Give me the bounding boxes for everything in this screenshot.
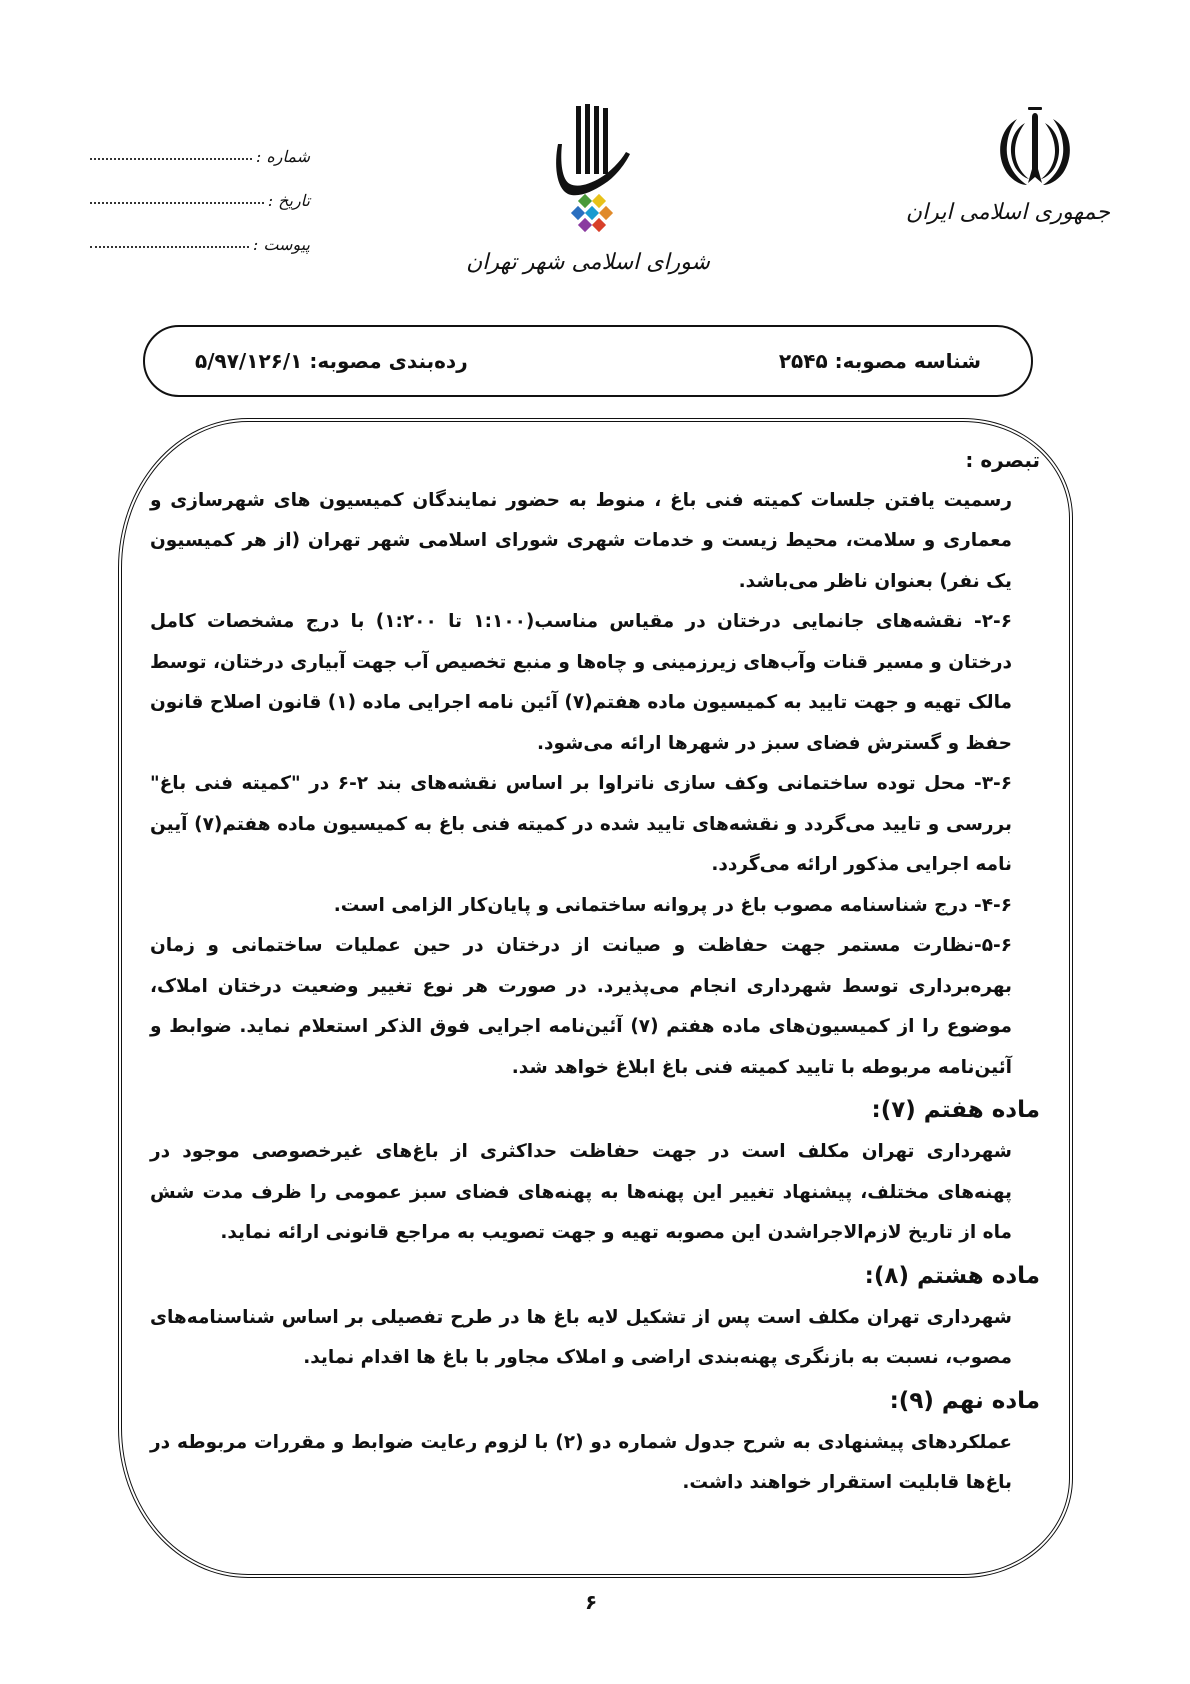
- meta-number-dots: [90, 158, 252, 160]
- logo-tile: [599, 206, 613, 220]
- note-title: تبصره :: [965, 448, 1040, 472]
- resolution-id: شناسه مصوبه: ۲۵۴۵: [778, 349, 981, 373]
- logo-tile: [571, 206, 585, 220]
- letter-meta-fields: [90, 122, 310, 254]
- clause-2-6: ۲-۶- نقشه‌های جانمایی درختان در مقیاس مناسب(۱:۱۰۰ تا ۱:۲۰۰) با درج مشخصات کامل درختان و مسیر قنات وآب‌های زیرزمینی و چاه‌ها و منبع تخصیص آب جهت آبیاری درختان، توسط مالک تهیه و جهت تایید به کمیسیون ماده هفتم(۷) آئین نامه اجرایی ماده (۱) قانون اصلاح قانون حفظ و گسترش فضای سبز در شهرها ارائه می‌شود.: [150, 611, 1013, 754]
- resolution-classification: رده‌بندی مصوبه: ۵/۹۷/۱۲۶/۱: [195, 349, 468, 373]
- note-text: رسمیت یافتن جلسات کمیته فنی باغ ، منوط به حضور نمایندگان کمیسیون های شهرسازی و معماری و سلامت، محیط زیست و خدمات شهری شورای اسلامی شهر تهران (از هر کمیسیون یک نفر) بعنوان ناظر می‌باشد.: [150, 489, 1012, 592]
- page-number: ۶: [585, 1590, 598, 1614]
- tehran-council-logo-icon: [548, 104, 638, 249]
- meta-date-row: [90, 166, 310, 210]
- logo-tile: [585, 206, 599, 220]
- republic-name: جمهوری اسلامی ایران: [905, 200, 1110, 225]
- clause-5-6: ۵-۶-نظارت مستمر جهت حفاظت و صیانت از درختان در حین عملیات ساختمانی و زمان بهره‌برداری توسط شهرداری انجام می‌پذیرد. در صورت هر نوع تغییر وضعیت درختان املاک، موضوع را از کمیسیون‌های ماده هفتم (۷) آئین‌نامه اجرایی فوق الذکر استعلام نماید. ضوابط و آئین‌نامه مربوطه با تایید کمیته فنی باغ ابلاغ خواهد شد.: [150, 935, 1012, 1078]
- article-7-text: شهرداری تهران مکلف است در جهت حفاظت حداکثری از باغ‌های غیرخصوصی موجود در پهنه‌های مختلف، پیشنهاد تغییر این پهنه‌ها به پهنه‌های فضای سبز عمومی را ظرف مدت شش ماه از تاریخ لازم‌الاجراشدن این مصوبه تهیه و جهت تصویب به مراجع قانونی ارائه نماید.: [150, 1141, 1012, 1243]
- logo-tile: [578, 218, 592, 232]
- logo-tile: [578, 194, 592, 208]
- document-body: [150, 440, 1040, 1504]
- article-8-title: ماده هشتم (۸):: [864, 1262, 1040, 1289]
- meta-number-row: [90, 122, 310, 166]
- logo-tile: [592, 218, 606, 232]
- meta-date-label: تاریخ :: [267, 191, 310, 210]
- meta-attachment-label: پیوست :: [252, 235, 310, 254]
- clause-4-6: ۴-۶- درج شناسنامه مصوب باغ در پروانه ساختمانی و پایان‌کار الزامی است.: [333, 894, 1012, 916]
- meta-attachment-dots: [90, 246, 249, 248]
- article-8-text: شهرداری تهران مکلف است پس از تشکیل لایه باغ ها در طرح تفصیلی بر اساس شناسنامه‌های مصوب، نسبت به بازنگری پهنه‌بندی اراضی و املاک مجاور با باغ ها اقدام نماید.: [150, 1306, 1012, 1368]
- meta-number-label: شماره :: [255, 147, 310, 166]
- council-name: شورای اسلامی شهر تهران: [466, 250, 710, 275]
- article-7-title: ماده هفتم (۷):: [871, 1097, 1040, 1123]
- clause-3-6: ۳-۶- محل توده ساختمانی وکف سازی ناتراوا بر اساس نقشه‌های بند ۲-۶ در "کمیته فنی باغ" بررسی و تایید می‌گردد و نقشه‌های تایید شده در کمیته فنی باغ به کمیسیون ماده هفتم(۷) آیین نامه اجرایی مذکور ارائه می‌گردد.: [150, 773, 1012, 875]
- meta-date-dots: [90, 202, 264, 204]
- iran-emblem-icon: [995, 105, 1075, 190]
- article-9-text: عملکردهای پیشنهادی به شرح جدول شماره دو (۲) با لزوم رعایت ضوابط و مقررات مربوطه در باغ‌ها قابلیت استقرار خواهند داشت.: [150, 1431, 1012, 1493]
- article-9-title: ماده نهم (۹):: [889, 1387, 1040, 1414]
- logo-tile: [592, 194, 606, 208]
- resolution-id-box: [143, 325, 1033, 397]
- meta-attachment-row: [90, 210, 310, 254]
